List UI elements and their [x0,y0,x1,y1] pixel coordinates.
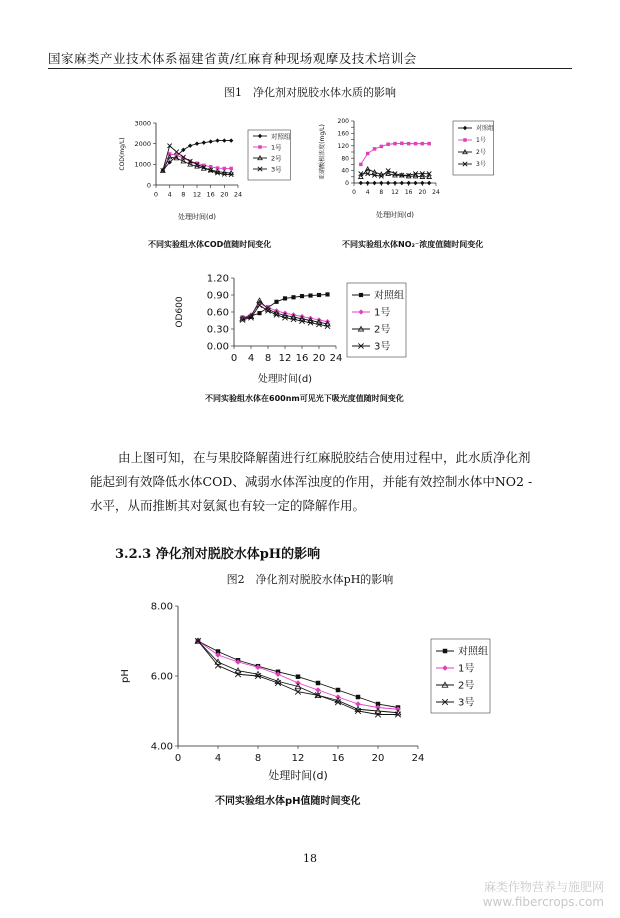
x-tick-label: 0 [352,189,356,196]
data-point [413,181,417,185]
x-tick-label: 0 [230,353,238,364]
data-point [393,142,397,146]
x-tick-label: 16 [295,353,309,364]
data-point [222,138,226,142]
data-point [427,142,431,146]
series-对照组 [196,639,400,710]
x-axis-label: 处理时间(d) [178,213,216,221]
data-point [215,138,219,142]
legend-entry [458,136,486,144]
y-tick-label: 0.90 [206,290,229,302]
legend-label: 3号 [271,165,282,174]
data-point [386,181,390,185]
data-point [336,688,340,692]
y-tick-label: 0.60 [206,307,229,319]
legend-entry [436,697,474,709]
data-point [308,293,312,297]
data-point [400,142,404,146]
data-point [195,141,199,145]
legend-entry [352,324,390,336]
data-point [359,181,363,185]
data-point [274,300,278,304]
series-line [361,143,429,164]
x-tick-label: 0 [174,753,182,764]
data-point [229,167,233,171]
legend-entry [352,289,404,302]
series-对照组 [359,181,432,185]
data-point [258,145,262,149]
x-tick-label: 8 [181,190,186,199]
data-point [359,293,363,297]
x-tick-label: 8 [254,753,262,764]
x-tick-label: 12 [192,190,202,199]
data-point [258,134,262,138]
legend-entry [253,131,291,140]
watermark-line2: www.fibercrops.com [482,895,604,909]
legend-label: 对照组 [271,132,291,141]
legend-entry [458,160,486,168]
y-tick-label: 3000 [134,119,151,128]
x-tick-label: 24 [329,353,343,364]
x-tick-label: 4 [167,190,172,199]
data-point [420,181,424,185]
data-point [356,695,360,699]
x-tick-label: 8 [264,353,272,364]
legend-label: 2号 [476,149,486,157]
watermark [454,880,604,910]
x-tick-label: 20 [371,753,385,764]
x-tick-label: 24 [432,189,440,196]
page-header: 国家麻类产业技术体系福建省黄/红麻育种现场观摩及技术培训会 [48,51,417,66]
data-point [229,138,233,142]
legend-entry [352,341,390,353]
data-point [421,142,425,146]
x-tick-label: 20 [418,189,427,196]
data-point [400,181,404,185]
data-point [406,181,410,185]
y-tick-label: 4.00 [150,741,173,753]
y-tick-label: 120 [337,142,349,150]
data-point [372,181,376,185]
data-point [316,681,320,685]
data-point [291,295,295,299]
legend-label: 2号 [458,680,475,692]
x-tick-label: 16 [331,753,345,764]
legend-label: 1号 [271,143,282,152]
y-axis-label: pH [120,669,131,683]
data-point [463,138,467,142]
data-point [463,126,467,130]
watermark-line1: 麻类作物营养与施肥网 [483,880,604,894]
x-tick-label: 16 [206,190,215,199]
data-point [257,311,261,315]
y-tick-label: 200 [337,118,349,126]
y-tick-label: 1.20 [206,273,229,285]
data-point [386,142,390,146]
data-point [188,144,192,148]
data-point [208,139,212,143]
legend-entry [352,307,390,319]
header-rule [48,68,572,69]
x-tick-label: 4 [365,189,370,196]
chart-cod-caption: 不同实验组水体COD值随时间变化 [148,240,272,249]
data-point [380,145,384,149]
data-point [296,674,300,678]
data-point [300,294,304,298]
y-tick-label: 2000 [134,139,151,148]
data-point [215,663,221,669]
legend-label: 3号 [374,341,391,353]
legend-label: 3号 [458,697,475,709]
x-tick-label: 4 [247,353,255,364]
series-1号 [359,142,431,167]
paragraph-line: 水平，从而推断其对氨氮也有较一定的降解作用。 [90,498,366,513]
x-tick-label: 12 [391,189,399,196]
y-tick-label: 8.00 [150,601,173,613]
data-point [359,163,363,167]
data-point [373,147,377,151]
data-point [202,140,206,144]
chart-ph-caption: 不同实验组水体pH值随时间变化 [215,796,361,807]
figure-2-title: 图2 净化剂对脱胶水体pH的影响 [226,573,394,586]
data-point [325,292,329,296]
data-point [442,665,448,671]
y-axis-label: COD(mg/L) [119,137,126,171]
legend-entry [458,148,486,156]
x-tick-label: 20 [220,190,229,199]
chart-ph [118,596,508,786]
x-tick-label: 12 [291,753,305,764]
chart-od600-caption: 不同实验组水体在600nm可见光下吸光度值随时间变化 [205,394,404,403]
y-tick-label: 6.00 [150,671,173,683]
data-point [427,181,431,185]
chart-od600 [174,268,434,390]
page-number: 18 [303,852,317,865]
data-point [366,152,370,156]
chart-cod [118,115,323,227]
x-tick-label: 24 [233,190,243,199]
legend-label: 3号 [476,161,486,169]
data-point [379,181,383,185]
x-tick-label: 20 [312,353,326,364]
legend-label: 2号 [271,154,282,163]
section-heading: 3.2.3 净化剂对脱胶水体pH的影响 [115,547,321,562]
y-axis-label: OD600 [175,296,185,328]
y-tick-label: 160 [337,130,349,138]
paragraph-line: 能起到有效降低水体COD、减弱水体浑浊度的作用，并能有效控制水体中NO2 - [90,474,533,489]
y-axis-label: 亚硝酸根浓度(mg/L) [319,124,326,180]
data-point [358,309,363,314]
x-axis-label: 处理时间(d) [268,769,328,782]
series-line [163,146,231,175]
legend-label: 2号 [374,324,391,336]
legend-entry [253,142,282,151]
series-line [198,641,398,708]
y-tick-label: 0.30 [206,324,229,336]
chart-nitrite-caption: 不同实验组水体NO₂⁻浓度值随时间变化 [342,240,484,249]
data-point [317,293,321,297]
legend-label: 1号 [476,137,486,145]
y-tick-label: 0 [146,181,151,190]
data-point [365,181,369,185]
legend-label: 对照组 [476,125,495,133]
legend-entry [436,680,474,692]
x-axis-label: 处理时间(d) [257,374,313,385]
x-tick-label: 8 [379,189,384,196]
y-tick-label: 80 [341,155,349,163]
x-tick-label: 4 [214,753,222,764]
series-2号 [359,167,432,179]
x-tick-label: 24 [411,753,425,764]
y-tick-label: 0.00 [206,341,229,353]
data-point [407,142,411,146]
data-point [283,296,287,300]
legend-label: 1号 [458,663,475,675]
y-tick-label: 1000 [134,160,151,169]
legend-label: 1号 [374,307,391,319]
data-point [393,181,397,185]
legend-label: 对照组 [458,646,488,658]
x-tick-label: 16 [404,189,413,196]
x-tick-label: 0 [153,190,159,199]
y-tick-label: 40 [341,167,349,175]
legend-entry [436,663,474,675]
x-axis-label: 处理时间(d) [376,211,414,219]
figure-1-title: 图1 净化剂对脱胶水体水质的影响 [224,86,396,99]
chart-nitrite [318,113,495,225]
x-tick-label: 12 [278,353,292,364]
legend-label: 对照组 [374,290,404,302]
paragraph-line: 由上图可知，在与果胶降解菌进行红麻脱胶结合使用过程中，此水质净化剂 [118,450,531,465]
legend-entry [436,645,488,658]
paragraph [90,446,545,518]
data-point [414,142,418,146]
legend-entry [253,153,282,162]
y-tick-label: 0 [345,180,349,188]
data-point [443,649,447,653]
legend-entry [458,124,494,132]
legend-entry [253,164,282,173]
